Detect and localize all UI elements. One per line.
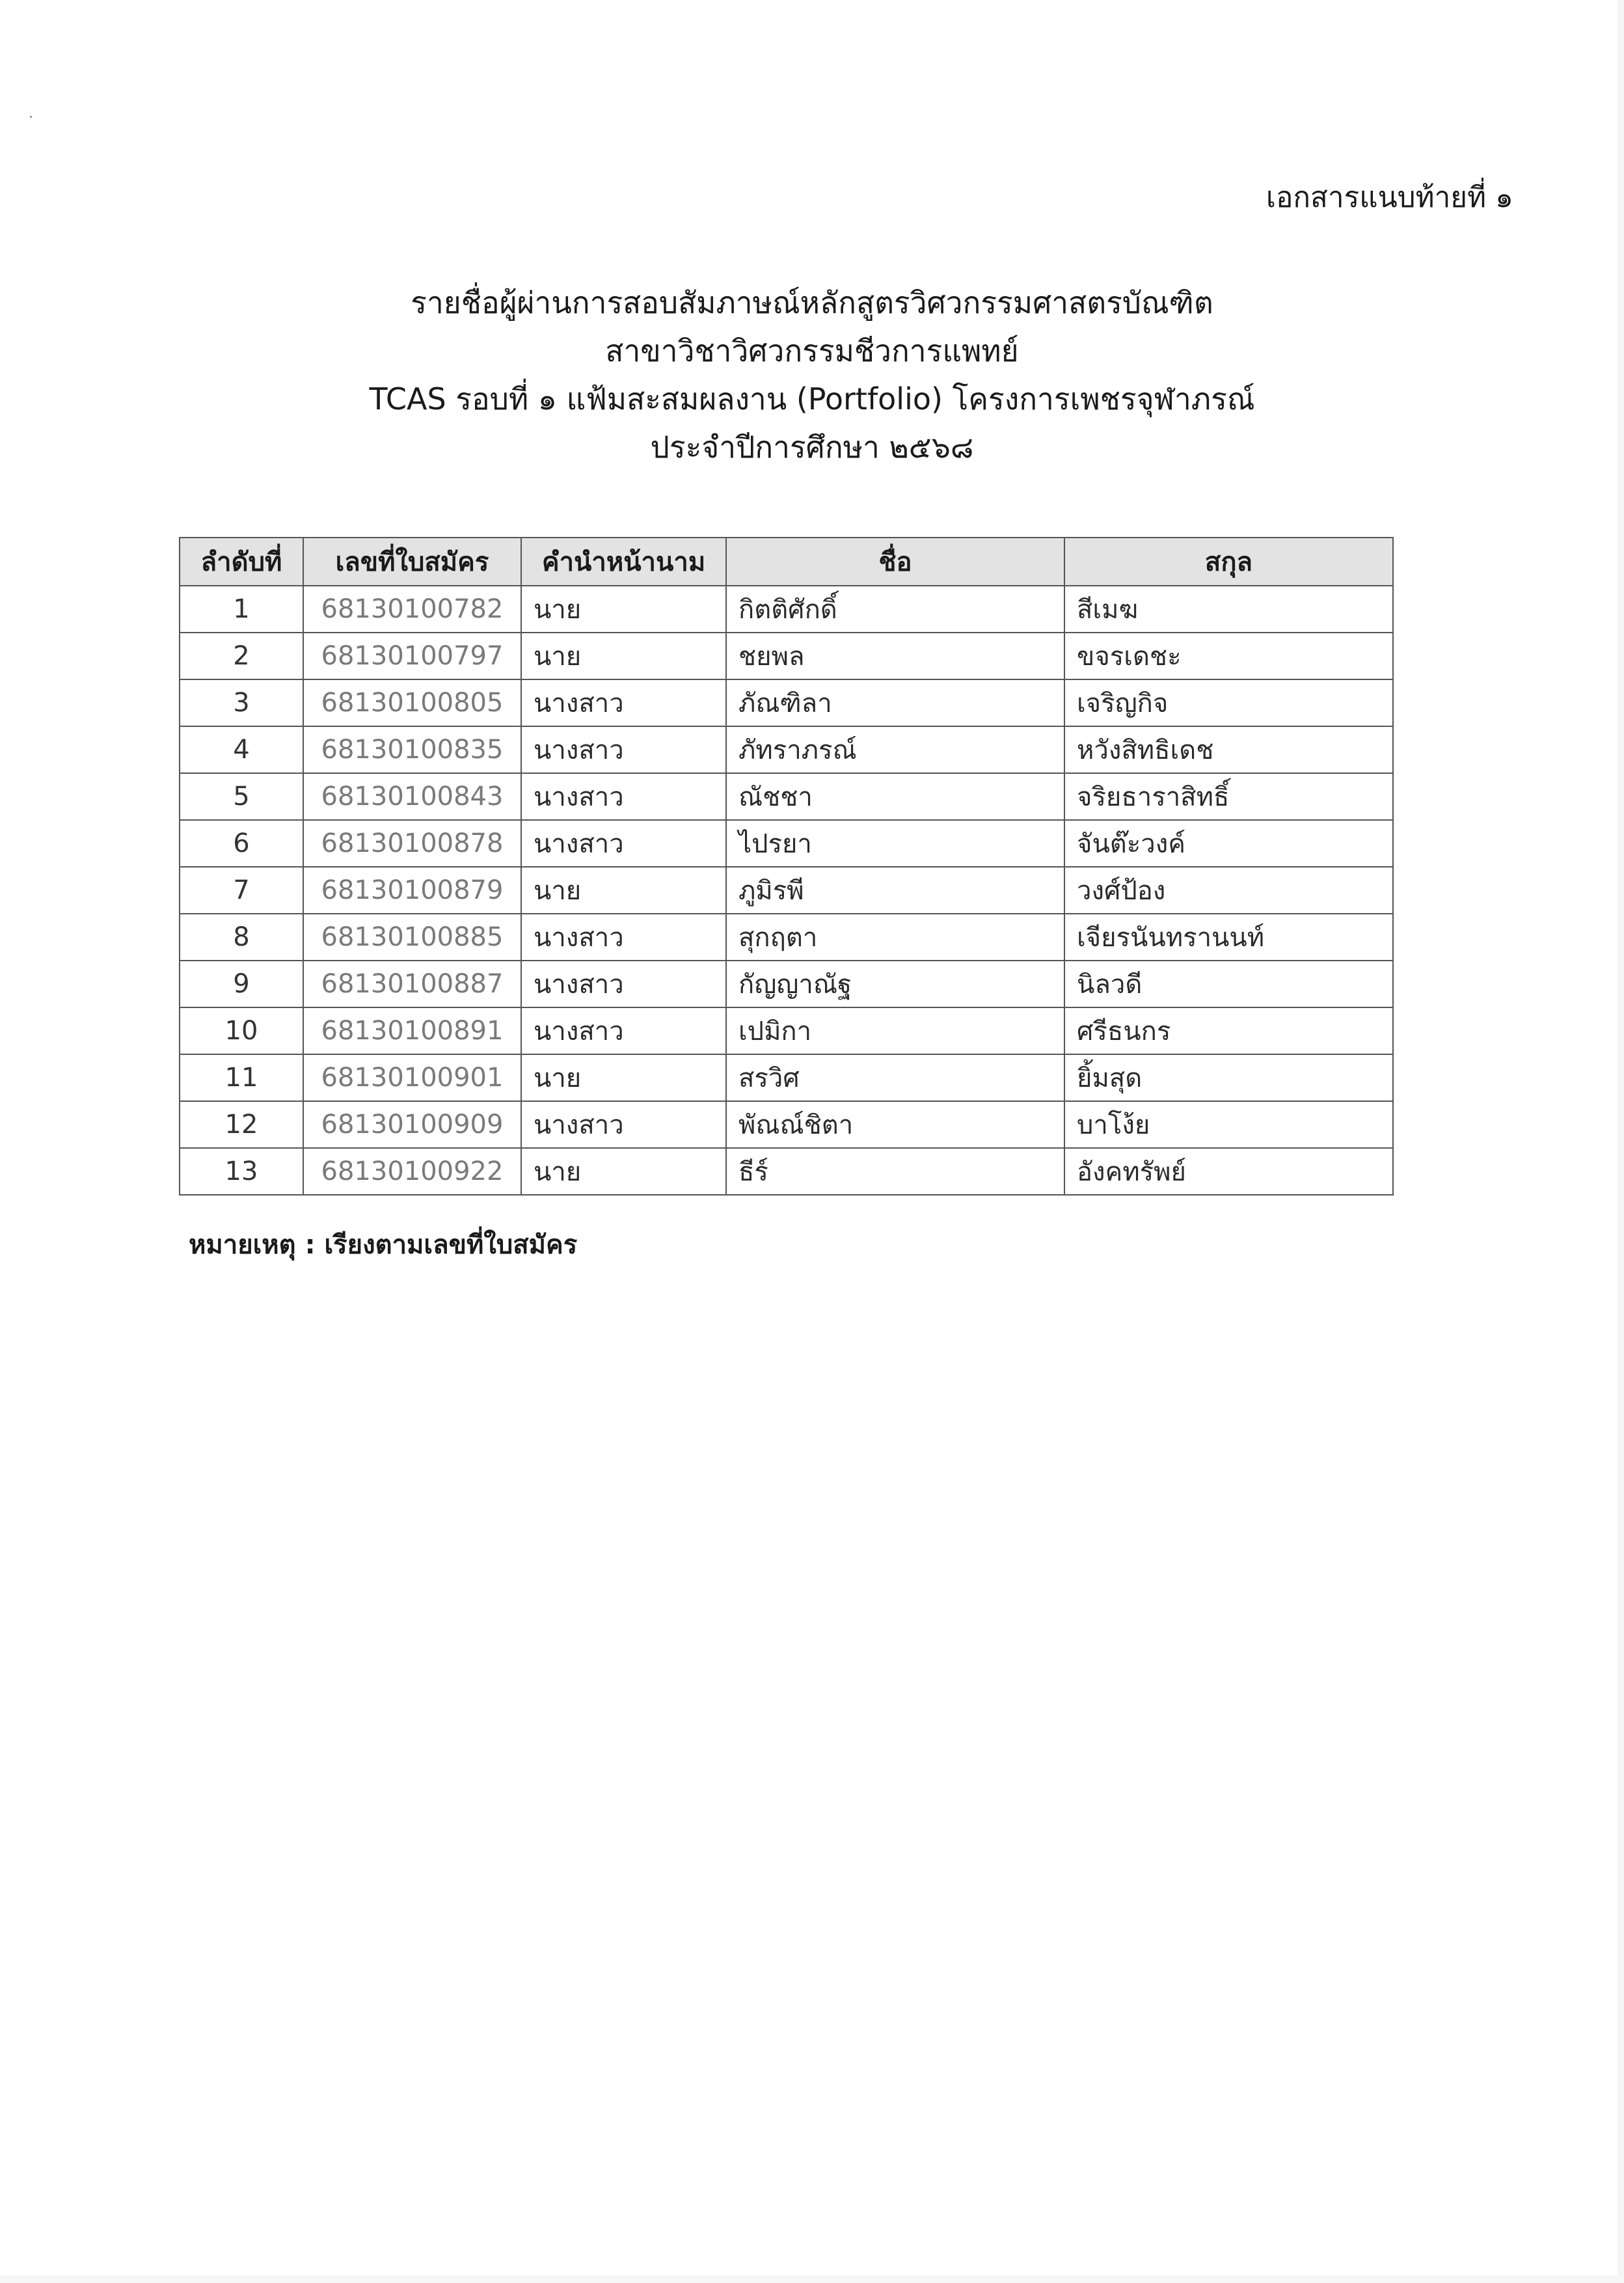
cell-application-no: 68130100835 [303,726,521,773]
title-line-4: ประจำปีการศึกษา ๒๕๖๘ [650,430,974,465]
cell-last-name: วงศ์ป้อง [1064,867,1393,914]
cell-first-name: พัณณ์ชิตา [726,1101,1064,1148]
cell-first-name: สุกฤตา [726,914,1064,961]
cell-first-name: ธีร์ [726,1148,1064,1195]
table-row [180,586,1393,633]
cell-last-name: สีเมฆ [1064,586,1393,633]
cell-last-name: จริยธาราสิทธิ์ [1064,773,1393,820]
cell-last-name: หวังสิทธิเดช [1064,726,1393,773]
footnote: หมายเหตุ : เรียงตามเลขที่ใบสมัคร [189,1230,578,1260]
cell-prefix: นางสาว [521,961,726,1007]
header-prefix: คำนำหน้านาม [521,538,726,586]
cell-application-no: 68130100891 [303,1007,521,1054]
cell-application-no: 68130100922 [303,1148,521,1195]
table-row [180,1101,1393,1148]
cell-prefix: นาย [521,1148,726,1195]
table-row [180,773,1393,820]
cell-first-name: ไปรยา [726,820,1064,867]
cell-last-name: จันต๊ะวงค์ [1064,820,1393,867]
candidate-table [179,537,1394,1196]
cell-last-name: ยิ้มสุด [1064,1054,1393,1101]
cell-application-no: 68130100885 [303,914,521,961]
table-row [180,679,1393,726]
cell-first-name: ภัทราภรณ์ [726,726,1064,773]
cell-no: 13 [180,1148,303,1195]
table-row [180,820,1393,867]
header-last-name: สกุล [1064,538,1393,586]
scan-speck [30,116,32,118]
cell-first-name: สรวิศ [726,1054,1064,1101]
cell-no: 7 [180,867,303,914]
cell-application-no: 68130100879 [303,867,521,914]
table-row [180,1007,1393,1054]
cell-first-name: เปมิกา [726,1007,1064,1054]
document-title [0,279,1624,471]
cell-no: 12 [180,1101,303,1148]
cell-last-name: อังคทรัพย์ [1064,1148,1393,1195]
attachment-label: เอกสารแนบท้ายที่ ๑ [1265,181,1513,214]
cell-no: 2 [180,633,303,679]
cell-prefix: นาย [521,586,726,633]
title-line-1: รายชื่อผู้ผ่านการสอบสัมภาษณ์หลักสูตรวิศวกรรมศาสตรบัณฑิต [411,285,1213,320]
cell-prefix: นาย [521,1054,726,1101]
title-line-3: TCAS รอบที่ ๑ แฟ้มสะสมผลงาน (Portfolio) โครงการเพชรจุฬาภรณ์ [369,381,1255,417]
cell-application-no: 68130100843 [303,773,521,820]
table-row [180,633,1393,679]
cell-last-name: ศรีธนกร [1064,1007,1393,1054]
cell-first-name: ภัณฑิลา [726,679,1064,726]
cell-prefix: นางสาว [521,1101,726,1148]
cell-prefix: นาย [521,633,726,679]
cell-first-name: กัญญาณัฐ [726,961,1064,1007]
table-row [180,1054,1393,1101]
cell-first-name: ณัชชา [726,773,1064,820]
cell-application-no: 68130100909 [303,1101,521,1148]
table-row [180,867,1393,914]
cell-no: 6 [180,820,303,867]
cell-no: 1 [180,586,303,633]
table-header-row [180,538,1393,586]
table-row [180,726,1393,773]
cell-prefix: นางสาว [521,914,726,961]
title-line-2: สาขาวิชาวิศวกรรมชีวการแพทย์ [605,333,1019,368]
cell-application-no: 68130100805 [303,679,521,726]
cell-no: 5 [180,773,303,820]
cell-last-name: บาโง้ย [1064,1101,1393,1148]
table-body [180,586,1393,1195]
cell-last-name: เจริญกิจ [1064,679,1393,726]
cell-no: 8 [180,914,303,961]
cell-first-name: กิตติศักดิ์ [726,586,1064,633]
header-first-name: ชื่อ [726,538,1064,586]
cell-last-name: เจียรนันทรานนท์ [1064,914,1393,961]
table-row [180,961,1393,1007]
cell-prefix: นางสาว [521,679,726,726]
cell-application-no: 68130100782 [303,586,521,633]
cell-prefix: นางสาว [521,726,726,773]
cell-prefix: นาย [521,867,726,914]
cell-prefix: นางสาว [521,773,726,820]
cell-last-name: นิลวดี [1064,961,1393,1007]
cell-application-no: 68130100887 [303,961,521,1007]
cell-prefix: นางสาว [521,820,726,867]
cell-no: 10 [180,1007,303,1054]
cell-no: 9 [180,961,303,1007]
page-bottom-edge [0,2275,1624,2283]
cell-application-no: 68130100901 [303,1054,521,1101]
cell-no: 3 [180,679,303,726]
header-no: ลำดับที่ [180,538,303,586]
header-application-no: เลขที่ใบสมัคร [303,538,521,586]
cell-no: 4 [180,726,303,773]
cell-last-name: ขจรเดชะ [1064,633,1393,679]
cell-application-no: 68130100797 [303,633,521,679]
cell-application-no: 68130100878 [303,820,521,867]
table-row [180,914,1393,961]
cell-first-name: ชยพล [726,633,1064,679]
cell-no: 11 [180,1054,303,1101]
cell-prefix: นางสาว [521,1007,726,1054]
table-row [180,1148,1393,1195]
cell-first-name: ภูมิรพี [726,867,1064,914]
